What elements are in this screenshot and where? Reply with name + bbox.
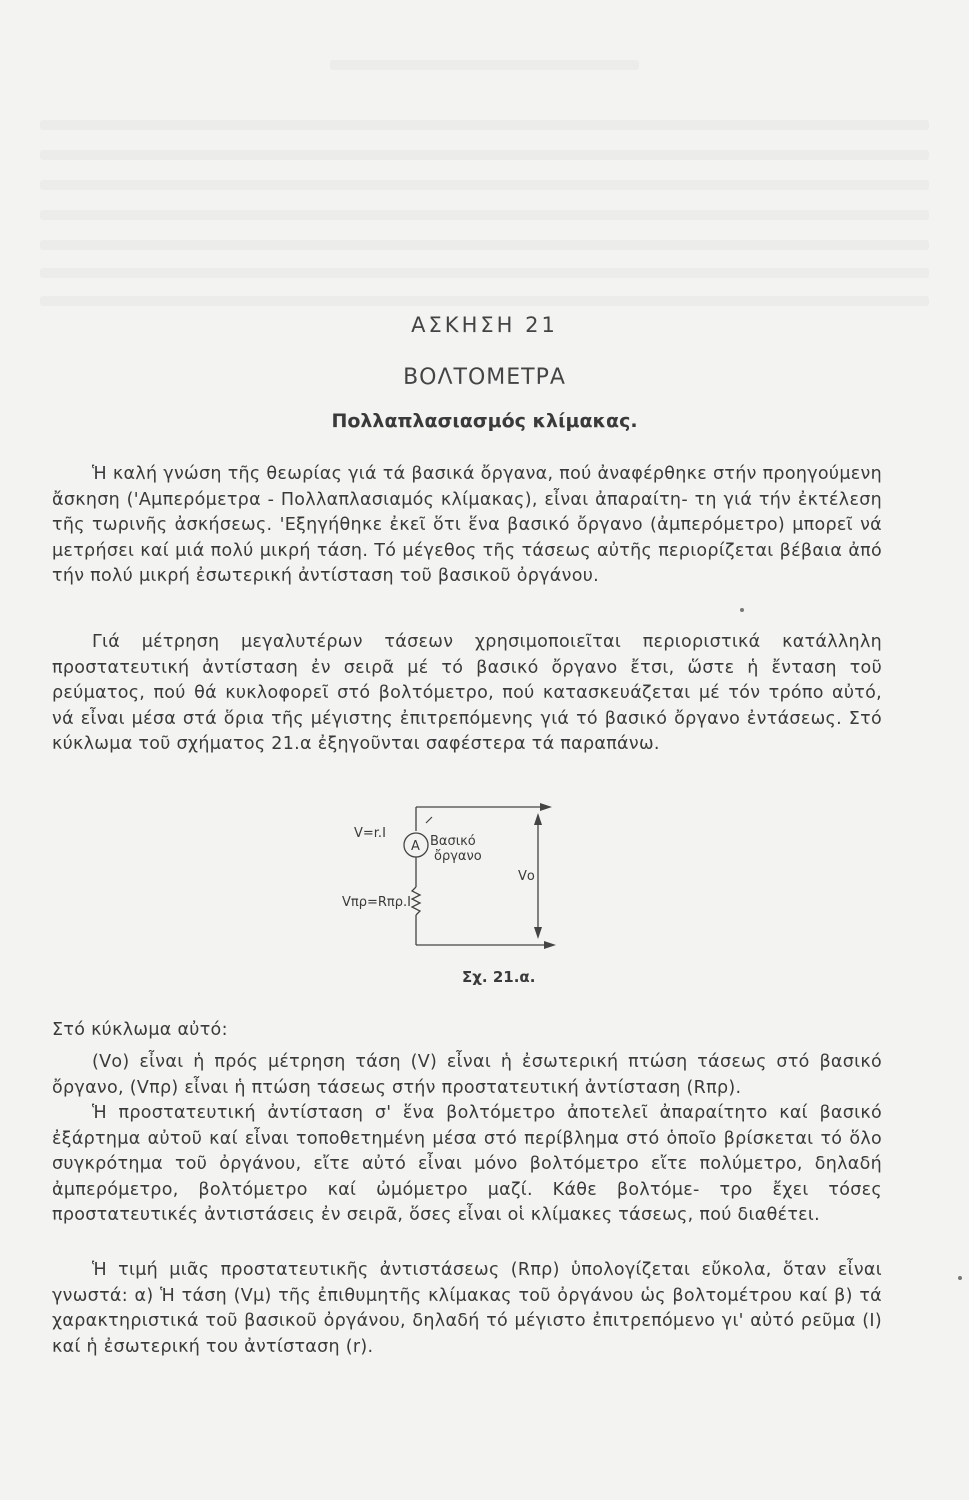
speck-mark — [958, 1276, 962, 1280]
circuit-diagram — [340, 795, 570, 955]
bleed-through-line — [40, 150, 929, 160]
ammeter-label: A — [411, 839, 420, 854]
page-subtitle: Πολλαπλασιασμός κλίμακας. — [331, 410, 638, 432]
exercise-number: ΑΣΚΗΣΗ 21 — [411, 313, 558, 337]
figure-caption: Σχ. 21.α. — [462, 968, 536, 986]
bottom-arrow — [544, 941, 556, 949]
label-v: V=r.I — [354, 826, 386, 841]
bleed-through-line — [330, 60, 639, 70]
bleed-through-line — [40, 210, 929, 220]
speck-mark — [740, 608, 744, 612]
page-title: ΒΟΛΤΟΜΕΤΡΑ — [403, 365, 566, 390]
meter-tick — [426, 817, 432, 823]
paragraph-resistor-value: Ἡ τιμή μιᾶς προστατευτικῆς ἀντιστάσεως (Rπρ) ὑπολογίζεται εὔκολα, ὅταν εἶναι γνωστά: α) Ἡ τάση (Vμ) τῆς ἐπιθυμητῆς κλίμακας τοῦ ὀργάνου ὡς βολτομέτρου καί β) τά χαρακτηριστικά τοῦ βασικοῦ ὀργάνου, δηλαδή τό μέγιστο ἐπιτρεπόμενο γι' αὐτό ρεῦμα (I) καί ἡ ἐσωτερική του ἀντίσταση (r). — [52, 1260, 882, 1357]
bleed-through-line — [40, 268, 929, 278]
circuit-svg — [340, 795, 570, 955]
vo-arrow-up — [534, 813, 542, 825]
label-basic-1: Βασικό — [430, 834, 476, 849]
top-arrow — [540, 803, 552, 811]
label-vo: Vο — [518, 869, 535, 884]
bleed-through-line — [40, 240, 929, 250]
bleed-through-line — [40, 296, 929, 306]
resistor-symbol — [412, 887, 420, 915]
paragraph-protective-resistor: Ἡ προστατευτική ἀντίσταση σ' ἕνα βολτόμετρο ἀποτελεῖ ἀπαραίτητο καί βασικό ἐξάρτημα αὐτοῦ καί εἶναι τοποθετημένη μέσα στό περίβλημα στό ὁποῖο βρίσκεται τό ὅλο συγκρότημα τοῦ ὀργάνου, εἴτε αὐτό εἶναι μόνο βολτόμετρο εἴτε πολύμετρο, δηλαδή ἀμπερόμετρο, βολτόμετρο καί ὠμόμετρο μαζί. Κάθε βολτόμε- τρο ἔχει τόσες προστατευτικές ἀντιστάσεις ἐν σειρᾶ, ὅσες εἶναι οἱ κλίμακες τάσεως, πού διαθέτει. — [52, 1103, 882, 1225]
label-vpr: Vπρ=Rπρ.I — [342, 895, 411, 910]
paragraph-larger-voltages: Γιά μέτρηση μεγαλυτέρων τάσεων χρησιμοποιεῖται περιοριστικά κατάλληλη προστατευτική ἀντίσταση ἐν σειρᾶ μέ τό βασικό ὄργανο ἔτσι, ὥστε ἡ ἔνταση τοῦ ρεύματος, πού θά κυκλοφορεῖ στό βολτόμετρο, πού κατασκευάζεται μέ τόν τρόπο αὐτό, νά εἶναι μέσα στά ὅρια τῆς μέγιστης ἐπιτρεπόμενης γιά τό βασικό ὄργανο ἐντάσεως. Στό κύκλωμα τοῦ σχήματος 21.α ἐξηγοῦνται σαφέστερα τά παραπάνω. — [52, 632, 882, 754]
paragraph-definitions: (Vο) εἶναι ἡ πρός μέτρηση τάση (V) εἶναι ἡ ἐσωτερική πτώση τάσεως στό βασικό ὄργανο, (Vπρ) εἶναι ἡ πτώση τάσεως στήν προστατευτική ἀντίσταση (Rπρ). — [52, 1052, 882, 1098]
paragraph-intro: Ἡ καλή γνώση τῆς θεωρίας γιά τά βασικά ὄργανα, πού ἀναφέρθηκε στήν προηγούμενη ἄσκηση ('Αμπερόμετρα - Πολλαπλασιαμός κλίμακας), εἶναι ἀπαραίτη- τη γιά τήν ἐκτέλεση τῆς τωρινῆς ἀσκήσεως. 'Εξηγήθηκε ἐκεῖ ὅτι ἕνα βασικό ὄργανο (ἀμπερόμετρο) μπορεῖ νά μετρήσει καί μιά πολύ μικρή τάση. Τό μέγεθος τῆς τάσεως αὐτῆς περιορίζεται βέβαια ἀπό τήν πολύ μικρή ἐσωτερική ἀντίσταση τοῦ βασικοῦ ὀργάνου. — [52, 464, 882, 586]
label-basic-2: ὄργανο — [434, 849, 482, 864]
vo-arrow-down — [534, 927, 542, 939]
bleed-through-line — [40, 120, 929, 130]
paragraph-circuit-intro: Στό κύκλωμα αὐτό: — [52, 1020, 228, 1040]
bleed-through-line — [40, 180, 929, 190]
